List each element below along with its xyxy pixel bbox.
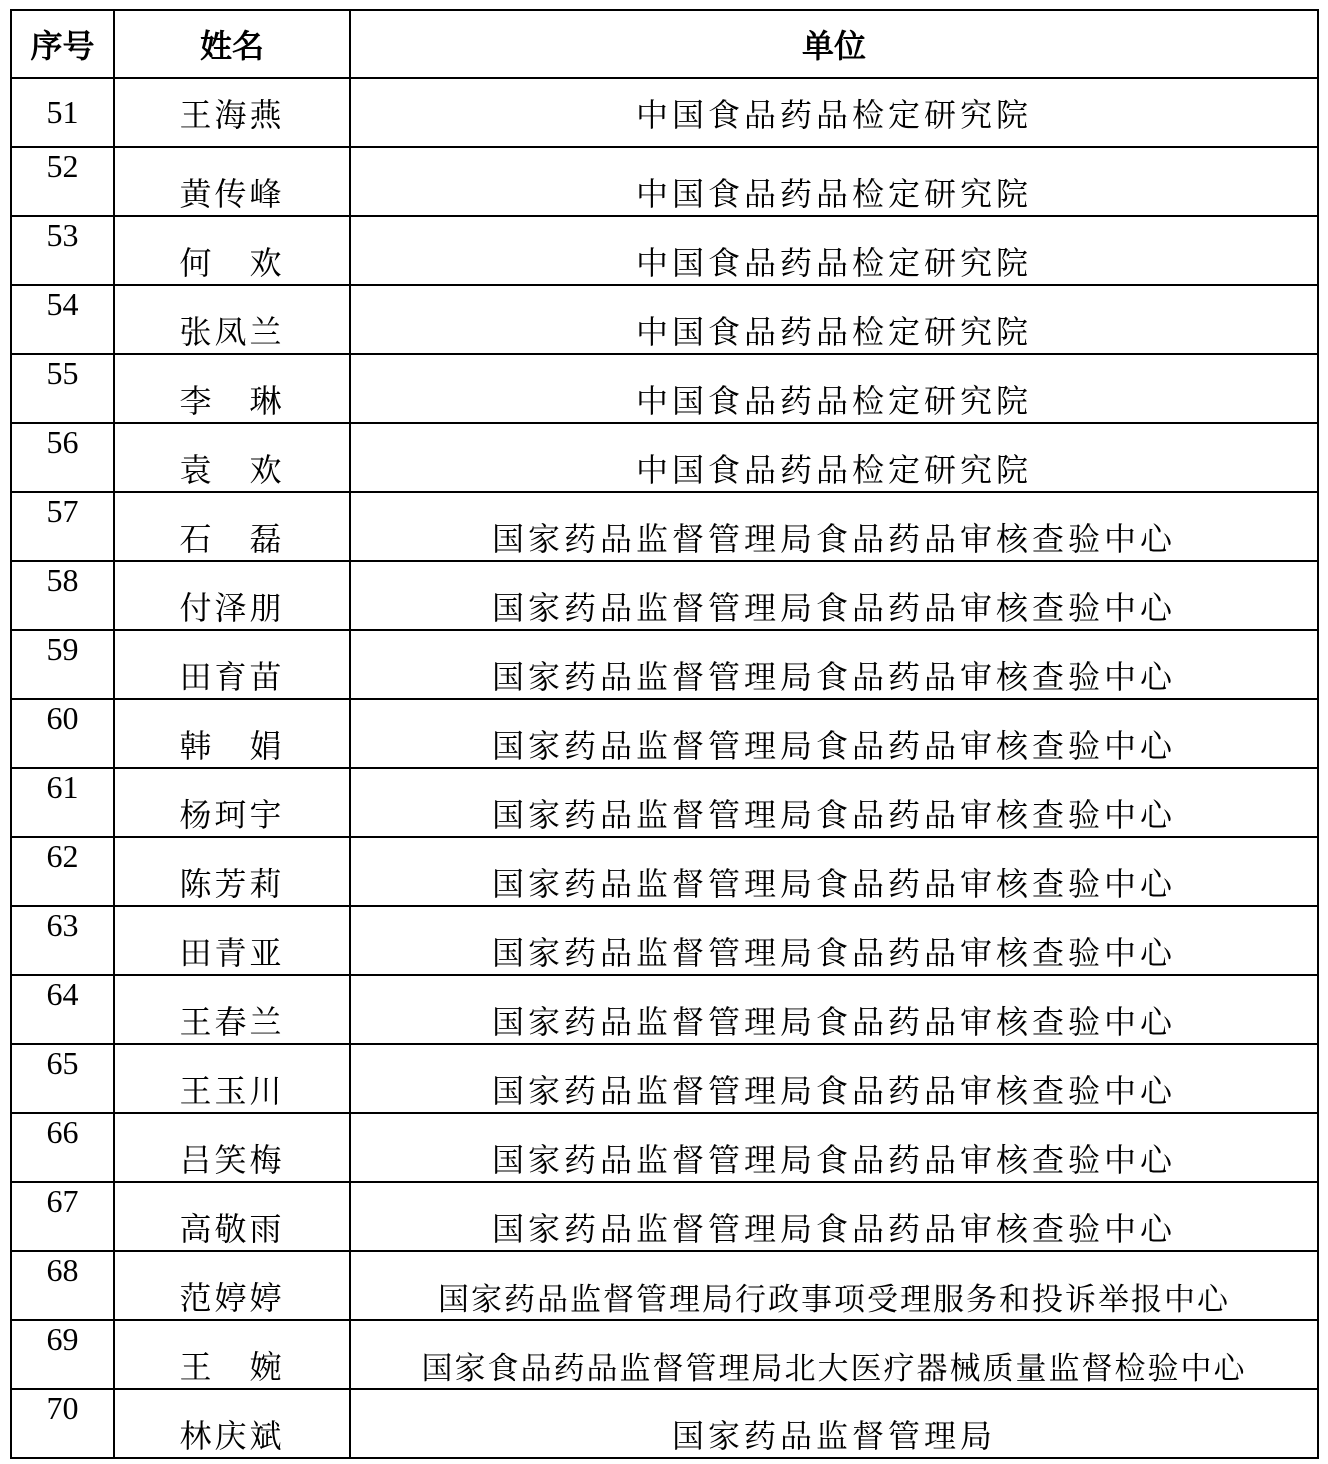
cell-unit: 国家食品药品监督管理局北大医疗器械质量监督检验中心 (350, 1320, 1318, 1389)
table-row (11, 975, 1318, 1044)
table-row (11, 837, 1318, 906)
cell-unit: 国家药品监督管理局食品药品审核查验中心 (350, 561, 1318, 630)
cell-name: 何 欢 (114, 216, 350, 285)
cell-name: 黄传峰 (114, 147, 350, 216)
cell-no: 51 (11, 78, 114, 147)
cell-no: 56 (11, 423, 114, 492)
cell-no: 59 (11, 630, 114, 699)
cell-unit: 国家药品监督管理局食品药品审核查验中心 (350, 837, 1318, 906)
cell-name: 王玉川 (114, 1044, 350, 1113)
table-row (11, 216, 1318, 285)
cell-unit: 国家药品监督管理局食品药品审核查验中心 (350, 975, 1318, 1044)
cell-name: 田育苗 (114, 630, 350, 699)
cell-name: 王海燕 (114, 78, 350, 147)
cell-unit: 国家药品监督管理局食品药品审核查验中心 (350, 1044, 1318, 1113)
table-row (11, 78, 1318, 147)
cell-no: 55 (11, 354, 114, 423)
table-row (11, 1389, 1318, 1458)
roster-table (10, 9, 1319, 1459)
table-row (11, 1044, 1318, 1113)
table-row (11, 1182, 1318, 1251)
cell-name: 吕笑梅 (114, 1113, 350, 1182)
table-row (11, 1251, 1318, 1320)
cell-unit: 国家药品监督管理局食品药品审核查验中心 (350, 630, 1318, 699)
cell-name: 李 琳 (114, 354, 350, 423)
cell-name: 杨珂宇 (114, 768, 350, 837)
cell-unit: 国家药品监督管理局食品药品审核查验中心 (350, 492, 1318, 561)
cell-no: 65 (11, 1044, 114, 1113)
cell-unit: 中国食品药品检定研究院 (350, 423, 1318, 492)
table-row (11, 1320, 1318, 1389)
cell-no: 52 (11, 147, 114, 216)
cell-no: 67 (11, 1182, 114, 1251)
cell-unit: 中国食品药品检定研究院 (350, 354, 1318, 423)
cell-name: 袁 欢 (114, 423, 350, 492)
cell-no: 66 (11, 1113, 114, 1182)
cell-no: 57 (11, 492, 114, 561)
table-row (11, 699, 1318, 768)
header-name: 姓名 (114, 10, 350, 78)
cell-no: 60 (11, 699, 114, 768)
cell-no: 68 (11, 1251, 114, 1320)
cell-unit: 中国食品药品检定研究院 (350, 147, 1318, 216)
cell-unit: 国家药品监督管理局行政事项受理服务和投诉举报中心 (350, 1251, 1318, 1320)
cell-unit: 中国食品药品检定研究院 (350, 78, 1318, 147)
cell-no: 69 (11, 1320, 114, 1389)
cell-no: 61 (11, 768, 114, 837)
cell-name: 王 婉 (114, 1320, 350, 1389)
cell-name: 王春兰 (114, 975, 350, 1044)
cell-unit: 中国食品药品检定研究院 (350, 285, 1318, 354)
cell-name: 高敬雨 (114, 1182, 350, 1251)
cell-no: 70 (11, 1389, 114, 1458)
table-row (11, 768, 1318, 837)
table-row (11, 561, 1318, 630)
table-row (11, 906, 1318, 975)
cell-name: 陈芳莉 (114, 837, 350, 906)
cell-unit: 国家药品监督管理局食品药品审核查验中心 (350, 1182, 1318, 1251)
table-header (11, 10, 1318, 78)
table-row (11, 630, 1318, 699)
cell-unit: 国家药品监督管理局食品药品审核查验中心 (350, 906, 1318, 975)
header-unit: 单位 (350, 10, 1318, 78)
table-row (11, 1113, 1318, 1182)
cell-name: 林庆斌 (114, 1389, 350, 1458)
cell-no: 58 (11, 561, 114, 630)
cell-unit: 国家药品监督管理局食品药品审核查验中心 (350, 1113, 1318, 1182)
cell-no: 63 (11, 906, 114, 975)
header-row (11, 10, 1318, 78)
cell-unit: 国家药品监督管理局食品药品审核查验中心 (350, 699, 1318, 768)
cell-no: 64 (11, 975, 114, 1044)
table-row (11, 423, 1318, 492)
cell-unit: 国家药品监督管理局食品药品审核查验中心 (350, 768, 1318, 837)
cell-name: 范婷婷 (114, 1251, 350, 1320)
table-row (11, 492, 1318, 561)
cell-name: 付泽朋 (114, 561, 350, 630)
cell-name: 石 磊 (114, 492, 350, 561)
table-row (11, 147, 1318, 216)
table-row (11, 354, 1318, 423)
cell-name: 张凤兰 (114, 285, 350, 354)
cell-unit: 中国食品药品检定研究院 (350, 216, 1318, 285)
cell-name: 田青亚 (114, 906, 350, 975)
table-body (11, 78, 1318, 1458)
header-no: 序号 (11, 10, 114, 78)
table-row (11, 285, 1318, 354)
cell-no: 54 (11, 285, 114, 354)
cell-name: 韩 娟 (114, 699, 350, 768)
cell-unit: 国家药品监督管理局 (350, 1389, 1318, 1458)
cell-no: 53 (11, 216, 114, 285)
cell-no: 62 (11, 837, 114, 906)
